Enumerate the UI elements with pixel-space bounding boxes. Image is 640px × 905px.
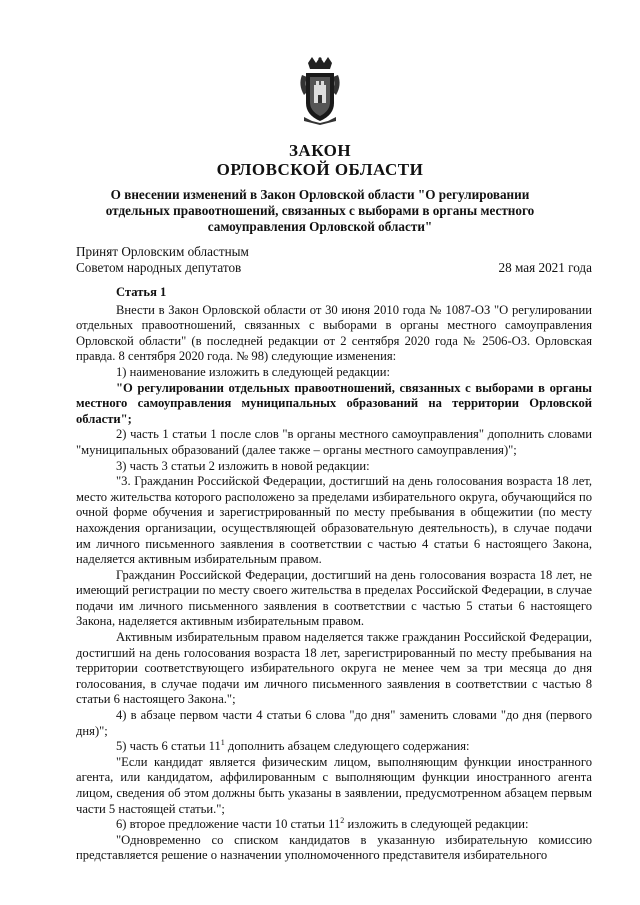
paragraph-part: 5) часть 6 статьи 11 [116,739,221,754]
adoption-line-2: Советом народных депутатов [76,260,242,275]
paragraph: Внести в Закон Орловской области от 30 июня 2010 года № 1087-ОЗ "О регулировании отдельных правоотношений, связанных с выборами в органы местного самоуправления Орловской области" (в последней редакции от 2 сентября 2020 года № 2506-ОЗ. Орловская правда. 8 сентября 2020 года. № 98) следующие изменения: [76,302,592,364]
law-title: ЗАКОН [288,141,352,160]
paragraph: 2) часть 1 статьи 1 после слов "в органы местного самоуправления" дополнить словами "муниципальных образований (далее также – органы местного самоуправления)"; [76,427,592,457]
adoption-info [76,244,376,276]
adoption-date: 28 мая 2021 года [498,260,592,275]
article-heading: Статья 1 [116,285,167,299]
paragraph: "Одновременно со списком кандидатов в указанную избирательную комиссию представляется решение о назначении уполномоченного представителя избирательного [76,832,592,863]
paragraph [76,739,592,755]
paragraph-bold: "О регулировании отдельных правоотношений, связанных с выборами в органы местного самоуправления муниципальных образований на территории Орловской области"; [76,380,592,426]
law-subtitle: О внесении изменений в Закон Орловской области "О регулировании отдельных правоотношений, связанных с выборами в органы местного самоуправления Орловской области" [105,187,535,234]
adoption-line-1: Принят Орловским областным [76,244,249,259]
law-region-title: ОРЛОВСКОЙ ОБЛАСТИ [216,160,424,179]
paragraph: 4) в абзаце первом части 4 статьи 6 слова "до дня" заменить словами "до дня (первого дня)"; [76,708,592,738]
paragraph-part: дополнить абзацем следующего содержания: [227,739,470,754]
paragraph: "Если кандидат является физическим лицом, выполняющим функции иностранного агента, или кандидатом, аффилированным с выполняющим функции иностранного агента лицом, сведения об этом должны быть указаны в заявлении, предусмотренном абзацем первым части 5 настоящей статьи."; [76,754,592,816]
superscript: 1 [220,738,225,748]
coat-of-arms-icon [298,55,342,125]
article-body [76,285,592,864]
paragraph: "3. Гражданин Российской Федерации, достигший на день голосования возраста 18 лет, место жительства которого расположено за пределами избирательного округа, обучающийся по очной форме обучения и зарегистрированный по месту пребывания в общежитии (по месту нахождения организации, осуществляющей образовательную деятельность), в случае подачи им личного письменного заявления в соответствии с частью 4 статьи 6 настоящего Закона, наделяется активным избирательным правом. [76,474,592,567]
superscript: 2 [340,816,345,825]
paragraph [76,817,592,833]
paragraph: Активным избирательным правом наделяется также гражданин Российской Федерации, достигший на день голосования возраста 18 лет, зарегистрированный по месту пребывания на территории соответствующего избирательного округа не менее чем за три месяца до дня голосования, в случае подачи им личного письменного заявления в соответствии с частью 8 статьи 6 настоящего Закона."; [76,630,592,707]
paragraph: Гражданин Российской Федерации, достигший на день голосования возраста 18 лет, не имеющий регистрации по месту своего жительства в пределах Российской Федерации, в случае подачи им личного письменного заявления в соответствии с частью 5 статьи 6 настоящего Закона, наделяется активным избирательным правом. [76,567,592,629]
paragraph: 1) наименование изложить в следующей редакции: [116,364,390,379]
paragraph: 3) часть 3 статьи 2 изложить в новой редакции: [116,458,370,473]
paragraph-part: изложить в следующей редакции: [347,817,529,832]
paragraph-part: 6) второе предложение части 10 статьи 11 [116,817,341,832]
